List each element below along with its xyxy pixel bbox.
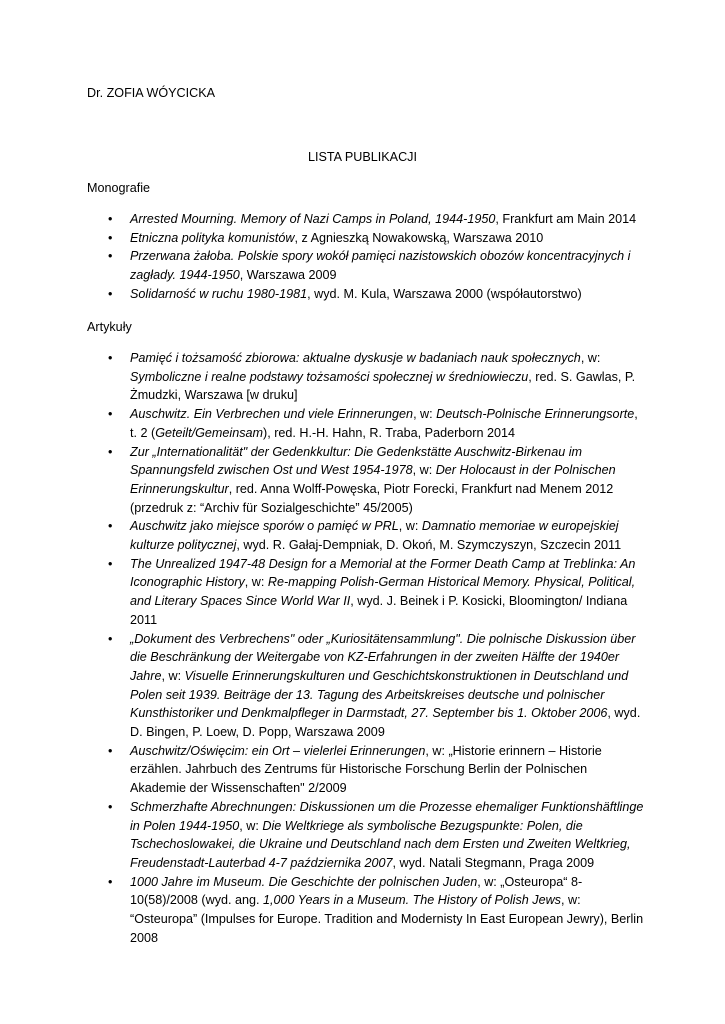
publication-item: [0, 285, 725, 304]
publication-title-italic: The Unrealized 1947-48 Design for a Memorial at the Former Death Camp at Treblinka: An Iconographic History: [130, 556, 636, 590]
publication-item: [0, 555, 725, 630]
publication-details: , w:: [412, 463, 436, 478]
publication-item: [0, 229, 725, 248]
publication-title-italic: Przerwana żałoba. Polskie spory wokół pamięci nazistowskich obozów koncentracyjnych i zagłady. 1944-1950: [130, 249, 631, 283]
publication-item: [0, 630, 725, 742]
publication-item: [0, 517, 725, 554]
document-title-text: LISTA PUBLIKACJI: [308, 150, 417, 164]
publication-title-italic: Die Weltkriege als symbolische Bezugspunkte: Polen, die Tschechoslowakei, die Ukraine und Deutschland nach dem Ersten und Zweiten Weltkrieg, Freudenstadt-Lauterbad 4-7 października 2007: [130, 818, 631, 870]
publication-item: [0, 443, 725, 518]
publication-details: , wyd. M. Kula, Warszawa 2000 (współautorstwo): [307, 286, 582, 301]
publication-title-italic: Damnatio memoriae w europejskiej kulturze politycznej: [130, 519, 619, 553]
publication-details: , w:: [161, 668, 185, 683]
publication-item: [0, 405, 725, 442]
publication-title-italic: Schmerzhafte Abrechnungen: Diskussionen um die Prozesse ehemaliger Funktionshäftlinge in Polen 1944-1950: [130, 799, 644, 833]
publication-details: , wyd. R. Gałaj-Dempniak, D. Okoń, M. Szymczyszyn, Szczecin 2011: [236, 538, 622, 553]
publication-title-italic: Zur „Internationalität" der Gedenkkultur: Die Gedenkstätte Auschwitz-Birkenau im Spannungsfeld zwischen Ost und West 1954-1978: [130, 444, 582, 478]
publication-details: , t. 2 (: [130, 407, 638, 440]
publication-title-italic: Der Holocaust in der Polnischen Erinnerungskultur: [130, 463, 616, 496]
publication-title-italic: Auschwitz jako miejsce sporów o pamięć w PRL: [130, 519, 399, 534]
publication-details: , Frankfurt am Main 2014: [495, 212, 637, 226]
publication-item: [0, 798, 725, 873]
publication-details: , w: „Historie erinnern – Historie erzählen. Jahrbuch des Zentrums für Historische Forschung Berlin der Polnischen Akademie der Wissenschaften" 2/2009: [130, 743, 602, 796]
articles-list: [0, 349, 725, 948]
publication-item: [0, 247, 725, 284]
publication-title-italic: Pamięć i tożsamość zbiorowa: aktualne dyskusje w badaniach nauk społecznych: [130, 351, 581, 365]
publication-details: , w:: [580, 351, 601, 365]
author-name: Dr. ZOFIA WÓYCICKA: [87, 86, 216, 100]
publication-item: [0, 742, 725, 798]
section-heading-articles: Artykuły: [87, 320, 132, 334]
publication-title-italic: Etniczna polityka komunistów: [130, 230, 295, 245]
publication-details: , red. S. Gawlas, P. Żmudzki, Warszawa [w druku]: [130, 369, 636, 403]
publication-details: , w: „Osteuropa“ 8-10(58)/2008 (wyd. ang.: [130, 874, 583, 908]
publication-title-italic: Arrested Mourning. Memory of Nazi Camps in Poland, 1944-1950: [130, 212, 496, 226]
publication-item: [0, 349, 725, 405]
publication-details: , w:: [398, 519, 422, 534]
publication-title-italic: Deutsch-Polnische Erinnerungsorte: [436, 407, 635, 422]
publication-details: , wyd. D. Bingen, P. Loew, D. Popp, Warszawa 2009: [130, 706, 641, 740]
publication-details: , wyd. Natali Stegmann, Praga 2009: [392, 855, 595, 870]
publication-title-italic: Auschwitz. Ein Verbrechen und viele Erinnerungen: [130, 407, 414, 422]
publication-details: , Warszawa 2009: [239, 268, 337, 283]
monographs-list: [0, 210, 725, 304]
publication-details: , w:: [244, 575, 268, 590]
publication-title-italic: „Dokument des Verbrechens" oder „Kuriositätensammlung". Die polnische Diskussion über die Beschränkung der Weitergabe von KZ-Erfahrungen in der zweiten Hälfte der 1940er Jahre: [130, 631, 636, 683]
publication-title-italic: Symboliczne i realne podstawy tożsamości społecznej w średniowieczu: [130, 369, 529, 384]
publication-title-italic: Visuelle Erinnerungskulturen und Geschichtskonstruktionen in Deutschland und Polen seit 1939. Beiträge der 13. Tagung des Arbeitskreises deutsche und polnischer Kunsthistoriker und Denkmalpfleger in Darmstadt, 27. September bis 1. Oktober 2006: [130, 668, 629, 721]
publication-title-italic: Geteilt/Gemeinsam: [155, 425, 263, 440]
publication-details: , wyd. J. Beinek i P. Kosicki, Bloomington/ Indiana 2011: [130, 594, 628, 627]
publication-title-italic: Auschwitz/Oświęcim: ein Ort – vielerlei Erinnerungen: [130, 743, 426, 758]
publication-title-italic: Re-mapping Polish-German Historical Memory. Physical, Political, and Literary Spaces Since World War II: [130, 575, 636, 609]
publication-title-italic: 1000 Jahre im Museum. Die Geschichte der polnischen Juden: [130, 874, 478, 889]
publication-details: , z Agnieszką Nowakowską, Warszawa 2010: [294, 230, 544, 245]
publication-item: [0, 873, 725, 948]
publication-details: , w:: [413, 407, 437, 422]
document-title: [0, 148, 725, 167]
publication-details: ), red. H.-H. Hahn, R. Traba, Paderborn 2014: [263, 425, 515, 440]
publication-details: , w:: [239, 818, 263, 833]
section-heading-monographs: Monografie: [87, 181, 151, 195]
publication-item: [0, 210, 725, 229]
publication-title-italic: 1,000 Years in a Museum. The History of Polish Jews: [263, 893, 561, 908]
publication-details: , red. Anna Wolff-Powęska, Piotr Forecki, Frankfurt nad Menem 2012 (przedruk z: “Archiv für Sozialgeschichte” 45/2005): [130, 481, 614, 515]
publication-details: , w: “Osteuropa” (Impulses for Europe. Tradition and Modernisty In East European Jewry), Berlin 2008: [130, 893, 644, 945]
publication-title-italic: Solidarność w ruchu 1980-1981: [130, 286, 308, 301]
